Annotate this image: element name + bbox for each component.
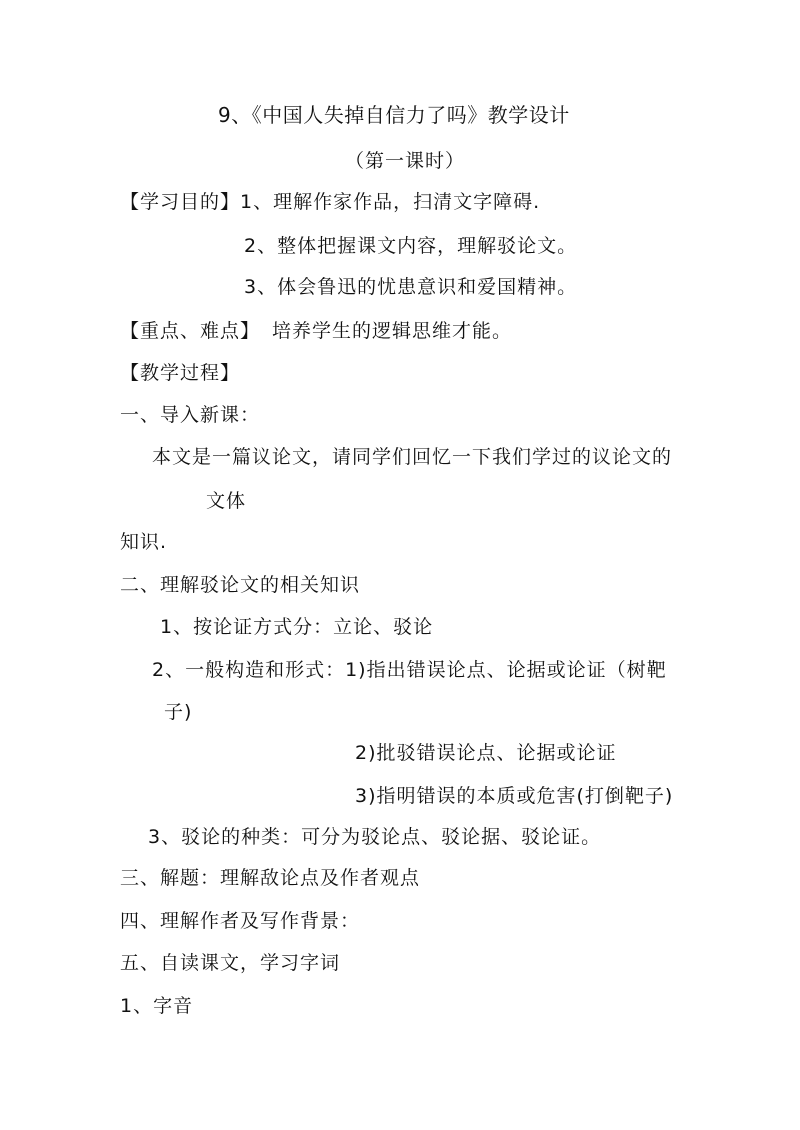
section-2-item-2-sub-2: 2)批驳错误论点、论据或论证: [355, 742, 617, 764]
section-2-item-2: 2、一般构造和形式：1)指出错误论点、论据或论证（树靶: [152, 659, 667, 681]
section-heading-1: 一、导入新课：: [120, 404, 261, 426]
section-2-item-2-cont: 子): [164, 701, 193, 723]
section-1-paragraph: 本文是一篇议论文，请同学们回忆一下我们学过的议论文的: [152, 446, 673, 468]
objectives-label: 【学习目的】: [120, 191, 241, 213]
objective-item-1: 1、理解作家作品，扫清文字障碍.: [240, 191, 541, 213]
objective-item-2: 2、整体把握课文内容，理解驳论文。: [244, 235, 578, 257]
section-1-paragraph-end: 知识.: [120, 531, 168, 553]
section-2-item-3: 3、驳论的种类：可分为驳论点、驳论据、驳论证。: [148, 826, 602, 848]
section-2-item-1: 1、按论证方式分：立论、驳论: [160, 616, 434, 638]
section-1-paragraph-cont: 文体: [206, 490, 247, 512]
key-points-text: 培养学生的逻辑思维才能。: [272, 320, 513, 342]
document-title: 9、《中国人失掉自信力了吗》教学设计: [218, 103, 570, 127]
section-2-item-2-sub-3: 3)指明错误的本质或危害(打倒靶子): [355, 785, 674, 807]
section-heading-3: 三、解题：理解敌论点及作者观点: [120, 867, 421, 889]
process-label: 【教学过程】: [120, 362, 241, 384]
section-heading-5: 五、自读课文，学习字词: [120, 952, 341, 974]
key-points-label: 【重点、难点】: [120, 320, 261, 342]
lesson-subtitle: （第一课时）: [345, 150, 466, 172]
section-5-item-1: 1、字音: [120, 995, 194, 1017]
section-heading-2: 二、理解驳论文的相关知识: [120, 574, 361, 596]
section-heading-4: 四、理解作者及写作背景：: [120, 910, 361, 932]
objective-item-3: 3、体会鲁迅的忧患意识和爱国精神。: [244, 276, 578, 298]
